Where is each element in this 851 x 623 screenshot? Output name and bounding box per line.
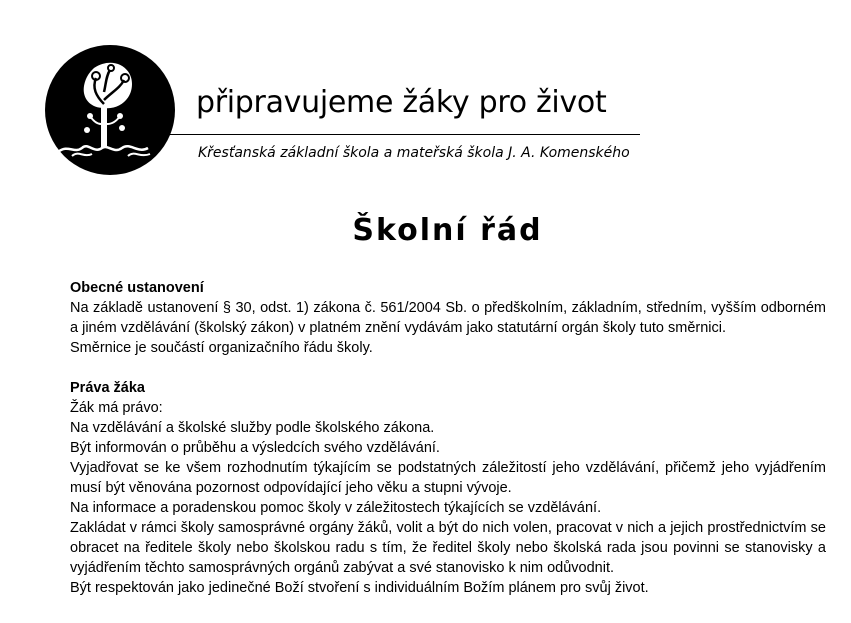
paragraph: Směrnice je součástí organizačního řádu školy. <box>70 340 373 356</box>
list-item: Zakládat v rámci školy samosprávné orgány žáků, volit a být do nich volen, pracovat v nich a jejich prostřednictvím se obracet na ředitele školy nebo školskou radu s tím, že ředitel školy nebo školská rada jsou povinni se stanovisky a vyjádřením těchto samosprávných orgánů zabývat a své stanovisko k nim odůvodnit. <box>70 520 826 576</box>
list-item: Být informován o průběhu a výsledcích svého vzdělávání. <box>70 440 440 456</box>
list-item: Na vzdělávání a školské služby podle školského zákona. <box>70 420 435 436</box>
section-heading-general: Obecné ustanovení <box>70 280 204 296</box>
school-logo <box>44 44 176 176</box>
document-title: Školní řád <box>352 213 543 248</box>
spacer <box>70 358 826 378</box>
school-motto: připravujeme žáky pro život <box>196 85 607 120</box>
list-item: Být respektován jako jedinečné Boží stvoření s individuálním Božím plánem pro svůj život. <box>70 580 649 596</box>
document-body <box>70 278 826 598</box>
school-name: Křesťanská základní škola a mateřská škola J. A. Komenského <box>198 145 630 161</box>
list-item: Vyjadřovat se ke všem rozhodnutím týkajícím se podstatných záležitostí jeho vzdělávání, přičemž jeho vyjádřením musí být věnována pozornost odpovídající jeho věku a stupni vývoje. <box>70 460 826 496</box>
header-divider <box>150 134 640 135</box>
list-item: Na informace a poradenskou pomoc školy v záležitostech týkajících se vzdělávání. <box>70 500 602 516</box>
paragraph: Na základě ustanovení § 30, odst. 1) zákona č. 561/2004 Sb. o předškolním, základním, středním, vyšším odborném a jiném vzdělávání (školský zákon) v platném znění vydávám jako statutární orgán školy tuto směrnici. <box>70 300 826 336</box>
section-heading-rights: Práva žáka <box>70 380 145 396</box>
rights-intro: Žák má právo: <box>70 400 163 416</box>
tree-logo-icon <box>44 44 176 176</box>
